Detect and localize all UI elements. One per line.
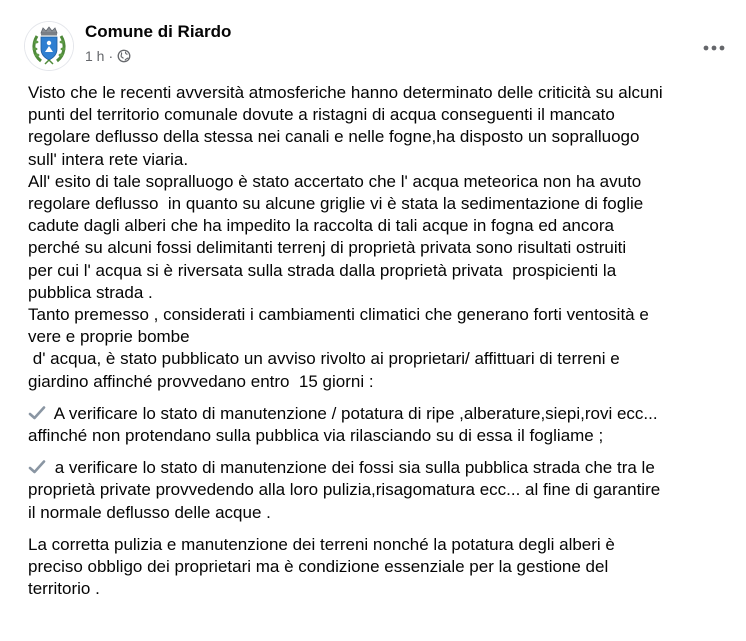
check-mark-icon bbox=[28, 459, 46, 475]
paragraph-spacer bbox=[28, 524, 728, 534]
bullet-text: a verificare lo stato di manutenzione dei fossi sia sulla pubblica strada che tra le proprietà private provvedendo alla loro pulizia,risagomatura ecc... al fine di garantire il normale deflusso delle acque . bbox=[28, 458, 661, 522]
post-bullet bbox=[28, 403, 728, 447]
more-options-button[interactable] bbox=[696, 30, 732, 66]
post-bullet bbox=[28, 457, 728, 524]
page-name-link[interactable]: Comune di Riardo bbox=[85, 22, 232, 41]
meta-separator: · bbox=[108, 48, 114, 64]
globe-icon[interactable] bbox=[117, 49, 131, 63]
paragraph-spacer bbox=[28, 393, 728, 403]
post-body bbox=[28, 82, 728, 600]
post-header bbox=[0, 18, 746, 74]
check-mark-icon bbox=[28, 405, 46, 421]
post-paragraph: Visto che le recenti avversità atmosferiche hanno determinato delle criticità su alcuni punti del territorio comunale dovute a ristagni di acqua conseguenti il mancato regolare deflusso della stessa nei canali e nelle fogne,ha disposto un sopralluogo sull' intera rete viaria. All' esito di tale sopralluogo è stato accertato che l' acqua meteorica non ha avuto regolare deflusso in quanto su alcune griglie vi è stata la sedimentazione di foglie cadute dagli alberi che ha impedito la raccolta di tali acque in fogna ed ancora perché su alcuni fossi delimitanti terrenj di proprietà privata sono risultati ostruiti per cui l' acqua si è riversata sulla strada dalla proprietà privata prospicienti la pubblica strada . Tanto premesso , considerati i cambiamenti climatici che generano forti ventosità e vere e proprie bombe d' acqua, è stato pubblicato un avviso rivolto ai proprietari/ affittuari di terreni e giardino affinché provvedano entro 15 giorni : bbox=[28, 83, 663, 391]
post-timestamp[interactable]: 1 h bbox=[85, 48, 105, 64]
coat-of-arms-icon bbox=[25, 22, 73, 70]
more-horizontal-icon bbox=[703, 45, 725, 51]
post-meta bbox=[85, 48, 131, 64]
paragraph-spacer bbox=[28, 447, 728, 457]
post-paragraph: La corretta pulizia e manutenzione dei terreni nonché la potatura degli alberi è preciso obbligo dei proprietari ma è condizione essenziale per la gestione del territorio . bbox=[28, 534, 615, 599]
bullet-text: A verificare lo stato di manutenzione / potatura di ripe ,alberature,siepi,rovi ecc... affinché non protendano sulla pubblica via rilasciando su di essa il fogliame ; bbox=[28, 403, 658, 446]
page-avatar[interactable] bbox=[25, 22, 73, 70]
